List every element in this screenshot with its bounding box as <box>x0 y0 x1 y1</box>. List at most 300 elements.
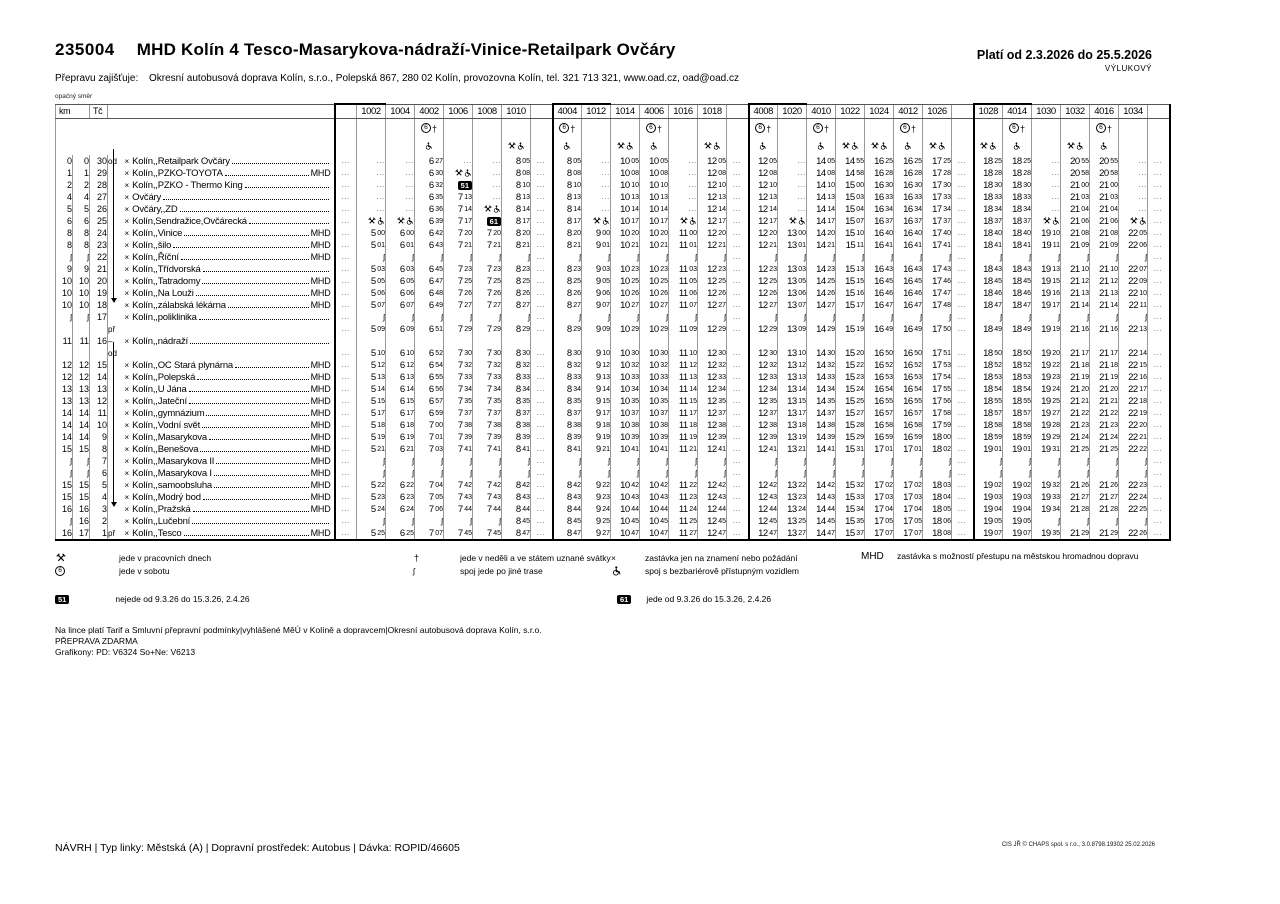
legend-text: spoj s bezbariérově přístupným vozidlem <box>645 565 800 576</box>
time-cell: 21 29 <box>1061 527 1090 540</box>
tariff-line: Grafikony: PD: V6324 So+Ne: V6213 <box>55 647 196 657</box>
time-cell: 8 25 <box>502 275 531 287</box>
stop-name: Kolín,,Vinice <box>132 228 183 239</box>
time-cell: 8 47 <box>502 527 531 540</box>
time-cell: 16 46 <box>894 287 923 299</box>
detour-icon: ʃ <box>1087 311 1089 322</box>
time-cell: 18 37 <box>974 215 1003 227</box>
continuation-dots: ... <box>733 373 742 381</box>
time-cell <box>669 167 698 179</box>
time-cell <box>698 455 727 467</box>
time-cell: 13 22 <box>778 479 807 491</box>
route-down-arrow-1 <box>113 149 114 299</box>
stop-name: Kolín,,Modrý bod <box>132 492 201 503</box>
time-cell <box>727 203 749 215</box>
km-cell: 13 <box>56 383 73 395</box>
trip-number <box>1148 104 1170 119</box>
time-cell: 7 30 <box>444 347 473 359</box>
time-cell: 10 21 <box>640 239 669 251</box>
continuation-dots: ... <box>958 301 967 309</box>
stop-name-cell <box>123 203 335 215</box>
time-cell: 22 17 <box>1119 383 1148 395</box>
time-cell: 7 41 <box>473 443 502 455</box>
time-cell: 10 25 <box>611 275 640 287</box>
detour-icon: ʃ <box>804 455 806 466</box>
time-cell: 5 07 <box>357 299 386 311</box>
time-cell: 12 41 <box>749 443 778 455</box>
time-cell <box>335 515 357 527</box>
trip-symbol-cell <box>502 119 531 138</box>
time-cell: 11 17 <box>669 407 698 419</box>
detour-icon: ʃ <box>470 467 472 478</box>
time-cell: 21 16 <box>1061 323 1090 335</box>
mhd-transfer-label: MHD <box>310 408 331 418</box>
time-cell: 13 15 <box>778 395 807 407</box>
time-cell: 7 27 <box>444 299 473 311</box>
time-cell: 19 27 <box>1032 407 1061 419</box>
continuation-dots: ... <box>733 397 742 405</box>
continuation-dots: ... <box>405 157 414 165</box>
time-cell: 7 21 <box>444 239 473 251</box>
trip-symbols-row <box>56 119 1170 138</box>
stop-name-cell <box>123 383 335 395</box>
time-cell: 11 12 <box>669 359 698 371</box>
detour-icon: ʃ <box>87 312 89 322</box>
stop-name: Kolín,,Vodní svět <box>132 420 201 431</box>
sunday-holiday-icon: † <box>431 124 437 134</box>
on-request-icon: × <box>124 217 130 226</box>
od-pr-cell <box>108 383 123 395</box>
time-cell: 21 10 <box>1061 263 1090 275</box>
time-cell: 18 59 <box>974 431 1003 443</box>
continuation-dots: ... <box>958 457 967 465</box>
time-cell <box>335 359 357 371</box>
stop-name-cell <box>123 455 335 467</box>
detour-icon: ʃ <box>499 251 501 262</box>
time-cell: 9 23 <box>582 491 611 503</box>
time-cell: 15 35 <box>836 515 865 527</box>
detour-icon: ʃ <box>499 515 501 526</box>
continuation-dots: ... <box>376 169 385 177</box>
dotted-leader <box>232 155 329 164</box>
time-cell: 16 57 <box>894 407 923 419</box>
stop-name: Kolín,,OC Stará plynárna <box>132 360 233 371</box>
time-cell: 12 42 <box>749 479 778 491</box>
time-cell: 10 32 <box>640 359 669 371</box>
on-request-icon: × <box>124 157 130 166</box>
time-cell: 18 34 <box>1003 203 1032 215</box>
time-cell <box>698 467 727 479</box>
time-cell: 18 05 <box>923 503 952 515</box>
time-cell <box>1148 263 1170 275</box>
wheelchair-icon <box>1076 142 1084 150</box>
stop-name-cell <box>123 491 335 503</box>
trip-number <box>952 104 974 119</box>
time-cell: 13 19 <box>778 431 807 443</box>
wheelchair-icon <box>650 142 658 150</box>
time-cell: 12 32 <box>698 359 727 371</box>
continuation-dots: ... <box>1154 433 1163 441</box>
continuation-dots: ... <box>405 169 414 177</box>
time-cell: 6 18 <box>386 419 415 431</box>
time-cell: 12 20 <box>698 227 727 239</box>
time-cell: 8 47 <box>553 527 582 540</box>
time-cell <box>640 467 669 479</box>
time-cell <box>952 323 974 335</box>
workdays-icon <box>455 169 463 177</box>
continuation-dots: ... <box>1154 157 1163 165</box>
operator-label: Přepravu zajišťuje: <box>55 73 139 84</box>
time-cell <box>1119 455 1148 467</box>
time-cell: 21 27 <box>1061 491 1090 503</box>
time-cell: 7 26 <box>444 287 473 299</box>
trip-number: 4016 <box>1090 104 1119 119</box>
continuation-dots: ... <box>537 469 546 477</box>
time-cell <box>335 239 357 251</box>
time-cell: 19 29 <box>1032 431 1061 443</box>
continuation-dots: ... <box>733 265 742 273</box>
time-cell: 9 18 <box>582 419 611 431</box>
time-cell: 8 37 <box>553 407 582 419</box>
time-cell: 12 08 <box>698 167 727 179</box>
detour-icon: ʃ <box>637 311 639 322</box>
on-request-icon: × <box>124 421 130 430</box>
time-cell: 10 32 <box>611 359 640 371</box>
sunday-holiday-icon: † <box>1106 124 1112 134</box>
time-cell <box>952 227 974 239</box>
trip-symbol-cell <box>749 119 778 138</box>
time-cell: 21 25 <box>1061 443 1090 455</box>
time-cell: 15 00 <box>836 179 865 191</box>
on-request-icon: × <box>124 397 130 406</box>
time-cell: 15 31 <box>836 443 865 455</box>
time-cell: 18 53 <box>1003 371 1032 383</box>
time-cell: 18 00 <box>923 431 952 443</box>
detour-icon: ʃ <box>412 311 414 322</box>
continuation-dots: ... <box>341 217 350 225</box>
trip-symbol-cell <box>727 119 749 138</box>
continuation-dots: ... <box>537 385 546 393</box>
time-cell <box>582 191 611 203</box>
detour-icon: ʃ <box>695 251 697 262</box>
stop-row <box>56 503 1170 515</box>
od-pr-cell <box>108 455 123 467</box>
trip-number: 1022 <box>836 104 865 119</box>
validity-dates: Platí od 2.3.2026 do 25.5.2026 <box>976 48 1152 62</box>
continuation-dots: ... <box>537 217 546 225</box>
time-cell <box>952 335 974 347</box>
time-cell: 18 54 <box>974 383 1003 395</box>
time-cell: 17 03 <box>894 491 923 503</box>
time-cell: 6 42 <box>415 227 444 239</box>
time-cell <box>952 347 974 359</box>
time-cell: 18 49 <box>1003 323 1032 335</box>
dotted-leader <box>245 179 329 188</box>
time-cell <box>386 455 415 467</box>
time-cell: 14 58 <box>836 167 865 179</box>
time-cell: 8 05 <box>502 155 531 167</box>
continuation-dots: ... <box>688 157 697 165</box>
continuation-dots: ... <box>1138 205 1147 213</box>
time-cell: 18 45 <box>974 275 1003 287</box>
continuation-dots: ... <box>537 157 546 165</box>
tc-cell: 4 <box>90 491 108 503</box>
detour-icon: ʃ <box>920 251 922 262</box>
time-cell: 19 11 <box>1032 239 1061 251</box>
continuation-dots: ... <box>341 205 350 213</box>
detour-icon: ʃ <box>412 455 414 466</box>
detour-icon: ʃ <box>666 251 668 262</box>
time-cell: 8 32 <box>553 359 582 371</box>
legend-text: zastávka jen na znamení nebo požádání <box>645 552 798 563</box>
dotted-leader <box>196 287 309 296</box>
time-cell <box>473 335 502 347</box>
time-cell: 6 45 <box>415 263 444 275</box>
dotted-leader <box>181 251 309 260</box>
time-cell: 11 23 <box>669 491 698 503</box>
time-cell <box>502 467 531 479</box>
detour-icon: ʃ <box>637 467 639 478</box>
time-cell: 11 01 <box>669 239 698 251</box>
time-cell: 13 18 <box>778 419 807 431</box>
note-51-text: nejede od 9.3.26 do 15.3.26, 2.4.26 <box>115 594 250 604</box>
continuation-dots: ... <box>492 181 501 189</box>
time-cell <box>357 179 386 191</box>
time-cell: 21 04 <box>1061 203 1090 215</box>
time-cell <box>669 179 698 191</box>
stop-name-cell <box>123 407 335 419</box>
time-cell: 15 28 <box>836 419 865 431</box>
detour-icon: ʃ <box>804 467 806 478</box>
time-cell <box>357 455 386 467</box>
tc-cell: 29 <box>90 167 108 179</box>
time-cell: 12 21 <box>749 239 778 251</box>
time-cell: 8 34 <box>553 383 582 395</box>
mhd-transfer-label: MHD <box>310 384 331 394</box>
time-cell: 7 38 <box>444 419 473 431</box>
time-cell: 12 25 <box>698 275 727 287</box>
wheelchair-icon <box>798 217 806 225</box>
km-cell: 14 <box>56 431 73 443</box>
trip-symbol-cell <box>531 119 553 138</box>
time-cell <box>335 263 357 275</box>
time-cell: 11 21 <box>669 443 698 455</box>
time-cell <box>836 455 865 467</box>
time-cell: 7 43 <box>444 491 473 503</box>
time-cell: 15 03 <box>836 191 865 203</box>
tc-cell: 27 <box>90 191 108 203</box>
time-cell <box>553 455 582 467</box>
time-cell <box>1148 383 1170 395</box>
km-cell: 12 <box>73 371 90 383</box>
time-cell <box>1148 311 1170 323</box>
time-cell: 7 41 <box>444 443 473 455</box>
time-cell: 10 39 <box>611 431 640 443</box>
detour-icon: ʃ <box>891 251 893 262</box>
wheelchair-icon <box>689 217 697 225</box>
continuation-dots: ... <box>1138 181 1147 189</box>
on-request-icon: × <box>124 337 130 346</box>
time-cell: 12 20 <box>749 227 778 239</box>
time-cell <box>727 167 749 179</box>
od-pr-cell <box>108 359 123 371</box>
continuation-dots: ... <box>958 505 967 513</box>
continuation-dots: ... <box>958 229 967 237</box>
detour-icon: ʃ <box>413 565 415 576</box>
stop-name-cell <box>123 467 335 479</box>
time-cell <box>531 419 553 431</box>
stop-name: Ovčáry <box>132 192 162 203</box>
time-cell: 8 38 <box>553 419 582 431</box>
saturday-icon: 6 <box>1009 123 1019 133</box>
time-cell <box>1119 251 1148 263</box>
stop-name: Kolín,,samoobsluha <box>132 480 213 491</box>
time-cell: 16 47 <box>865 299 894 311</box>
stop-name-cell <box>123 287 335 299</box>
tc-cell: 6 <box>90 467 108 479</box>
trip-symbol-cell <box>611 137 640 155</box>
continuation-dots: ... <box>537 493 546 501</box>
time-cell: 9 10 <box>582 347 611 359</box>
trip-symbol-cell <box>415 119 444 138</box>
time-cell <box>1148 239 1170 251</box>
time-cell: 21 03 <box>1090 191 1119 203</box>
time-cell <box>1090 251 1119 263</box>
time-cell <box>582 215 611 227</box>
time-cell: 22 06 <box>1119 239 1148 251</box>
time-cell: 7 35 <box>444 395 473 407</box>
continuation-dots: ... <box>733 493 742 501</box>
time-cell: 18 59 <box>1003 431 1032 443</box>
time-cell: 15 23 <box>836 371 865 383</box>
time-cell: 19 07 <box>1003 527 1032 540</box>
time-cell <box>531 299 553 311</box>
time-cell: 10 20 <box>611 227 640 239</box>
detour-icon: ʃ <box>775 467 777 478</box>
time-cell <box>1148 347 1170 359</box>
time-cell <box>727 515 749 527</box>
time-cell: 7 32 <box>444 359 473 371</box>
trip-symbol-cell <box>974 137 1003 155</box>
continuation-dots: ... <box>1154 229 1163 237</box>
detour-icon: ʃ <box>441 467 443 478</box>
time-cell: 10 08 <box>611 167 640 179</box>
continuation-dots: ... <box>537 433 546 441</box>
time-cell: 10 13 <box>640 191 669 203</box>
trip-symbol-cell <box>386 137 415 155</box>
continuation-dots: ... <box>341 181 350 189</box>
stop-name: Kolín,,Pražská <box>132 504 191 515</box>
time-cell <box>727 527 749 540</box>
time-cell: 12 33 <box>698 371 727 383</box>
time-cell: 16 28 <box>865 167 894 179</box>
time-cell: 21 13 <box>1090 287 1119 299</box>
time-cell: 19 24 <box>1032 383 1061 395</box>
km-cell: 10 <box>56 299 73 311</box>
continuation-dots: ... <box>341 385 350 393</box>
time-cell: 8 13 <box>502 191 531 203</box>
stop-name-cell <box>123 251 335 263</box>
km-cell <box>73 467 90 479</box>
time-cell: 21 28 <box>1090 503 1119 515</box>
wheelchair-icon <box>493 205 501 213</box>
time-cell: 8 25 <box>553 275 582 287</box>
time-cell <box>357 215 386 227</box>
time-cell <box>865 335 894 347</box>
time-cell: 12 05 <box>698 155 727 167</box>
stop-name-cell <box>123 359 335 371</box>
time-cell: 21 24 <box>1061 431 1090 443</box>
legend-text: zastávka s možností přestupu na městskou hromadnou dopravu <box>897 551 1139 561</box>
time-cell <box>415 467 444 479</box>
time-cell <box>727 479 749 491</box>
stop-row <box>56 239 1170 251</box>
continuation-dots: ... <box>537 445 546 453</box>
time-cell <box>894 335 923 347</box>
time-cell <box>727 383 749 395</box>
dotted-leader <box>216 455 308 464</box>
mhd-transfer-label: MHD <box>310 252 331 262</box>
time-cell: 12 13 <box>749 191 778 203</box>
time-cell: 15 29 <box>836 431 865 443</box>
time-cell: 18 52 <box>974 359 1003 371</box>
time-cell: 8 17 <box>553 215 582 227</box>
time-cell <box>778 179 807 191</box>
time-cell <box>669 455 698 467</box>
time-cell: 12 39 <box>698 431 727 443</box>
continuation-dots: ... <box>958 397 967 405</box>
trip-number <box>531 104 553 119</box>
od-pr-cell <box>108 203 123 215</box>
time-cell: 10 41 <box>640 443 669 455</box>
detour-icon: ʃ <box>70 468 72 478</box>
trip-symbol-cell <box>923 137 952 155</box>
continuation-dots: ... <box>733 301 742 309</box>
time-cell: 6 21 <box>386 443 415 455</box>
time-cell: 8 20 <box>502 227 531 239</box>
continuation-dots: ... <box>537 517 546 525</box>
time-cell: 17 07 <box>894 527 923 540</box>
stop-name: Kolín,,šilo <box>132 240 172 251</box>
trip-symbol-cell <box>836 119 865 138</box>
time-cell <box>1090 311 1119 323</box>
stop-row <box>56 443 1170 455</box>
time-cell <box>335 455 357 467</box>
time-cell: 12 13 <box>698 191 727 203</box>
continuation-dots: ... <box>341 157 350 165</box>
time-cell <box>335 323 357 335</box>
km-cell: 12 <box>56 371 73 383</box>
time-cell: 8 10 <box>553 179 582 191</box>
stop-name-cell <box>123 167 335 179</box>
time-cell: 13 05 <box>778 275 807 287</box>
time-cell <box>778 191 807 203</box>
time-cell <box>1090 467 1119 479</box>
time-cell: 13 10 <box>778 347 807 359</box>
time-cell: 6 57 <box>415 395 444 407</box>
continuation-dots: ... <box>1154 385 1163 393</box>
time-cell: 16 58 <box>894 419 923 431</box>
continuation-dots: ... <box>341 301 350 309</box>
time-cell <box>357 335 386 347</box>
time-cell: 9 27 <box>582 527 611 540</box>
on-request-icon: × <box>124 229 130 238</box>
km-cell <box>56 323 73 335</box>
continuation-dots: ... <box>341 457 350 465</box>
continuation-dots: ... <box>1138 169 1147 177</box>
stop-row <box>56 383 1170 395</box>
time-cell: 19 34 <box>1032 503 1061 515</box>
